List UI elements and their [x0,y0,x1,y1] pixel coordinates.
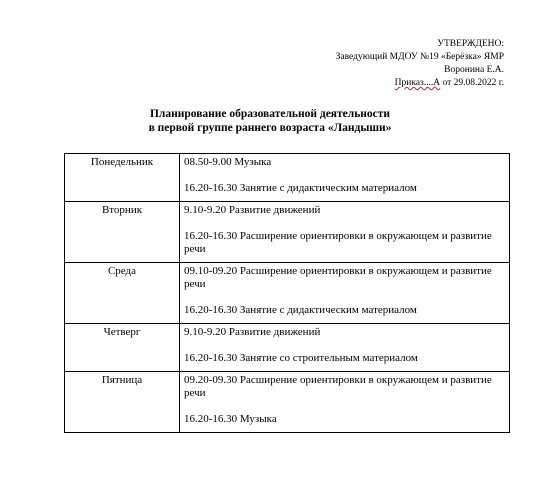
approval-order [336,77,504,90]
lesson-entry: 09.20-09.30 Расширение ориентировки в окружающем и развитие речи [184,374,492,399]
lesson-entry: 9.10-9.20 Развитие движений [184,204,321,216]
schedule-table [64,153,510,433]
lessons-cell [180,263,510,324]
approval-signatory: Воронина Е.А. [444,65,504,75]
approval-position: Заведующий МДОУ №19 «Берёзка» ЯМР [335,52,504,62]
lesson-entry: 9.10-9.20 Развитие движений [184,326,321,338]
table-row [65,263,510,324]
table-row [65,324,510,372]
day-cell: Пятница [65,372,180,433]
approval-order-word: Приказ....А [394,78,441,88]
lesson-entry: 09.10-09.20 Расширение ориентировки в окружающем и развитие речи [184,265,492,290]
document-title [0,107,540,135]
title-line-1: Планирование образовательной деятельности [149,108,391,120]
approval-block [336,38,504,90]
lesson-entry: 16.20-16.30 Занятие со строительным материалом [184,352,418,364]
lesson-entry: 16.20-16.30 Музыка [184,413,277,425]
table-row [65,372,510,433]
day-cell: Понедельник [65,154,180,202]
approval-order-date: от 29.08.2022 г. [440,78,504,88]
lesson-entry: 16.20-16.30 Расширение ориентировки в окружающем и развитие речи [184,230,492,255]
title-line-2: в первой группе раннего возраста «Ландыши» [148,122,392,134]
lesson-entry: 16.20-16.30 Занятие с дидактическим материалом [184,182,417,194]
lessons-cell [180,202,510,263]
table-row [65,202,510,263]
lesson-entry: 08.50-9.00 Музыка [184,156,272,168]
lessons-cell [180,372,510,433]
lessons-cell [180,324,510,372]
approval-heading: УТВЕРЖДЕНО: [437,39,504,49]
day-cell: Среда [65,263,180,324]
day-cell: Вторник [65,202,180,263]
lesson-entry: 16.20-16.30 Занятие с дидактическим материалом [184,304,417,316]
lessons-cell [180,154,510,202]
day-cell: Четверг [65,324,180,372]
table-row [65,154,510,202]
